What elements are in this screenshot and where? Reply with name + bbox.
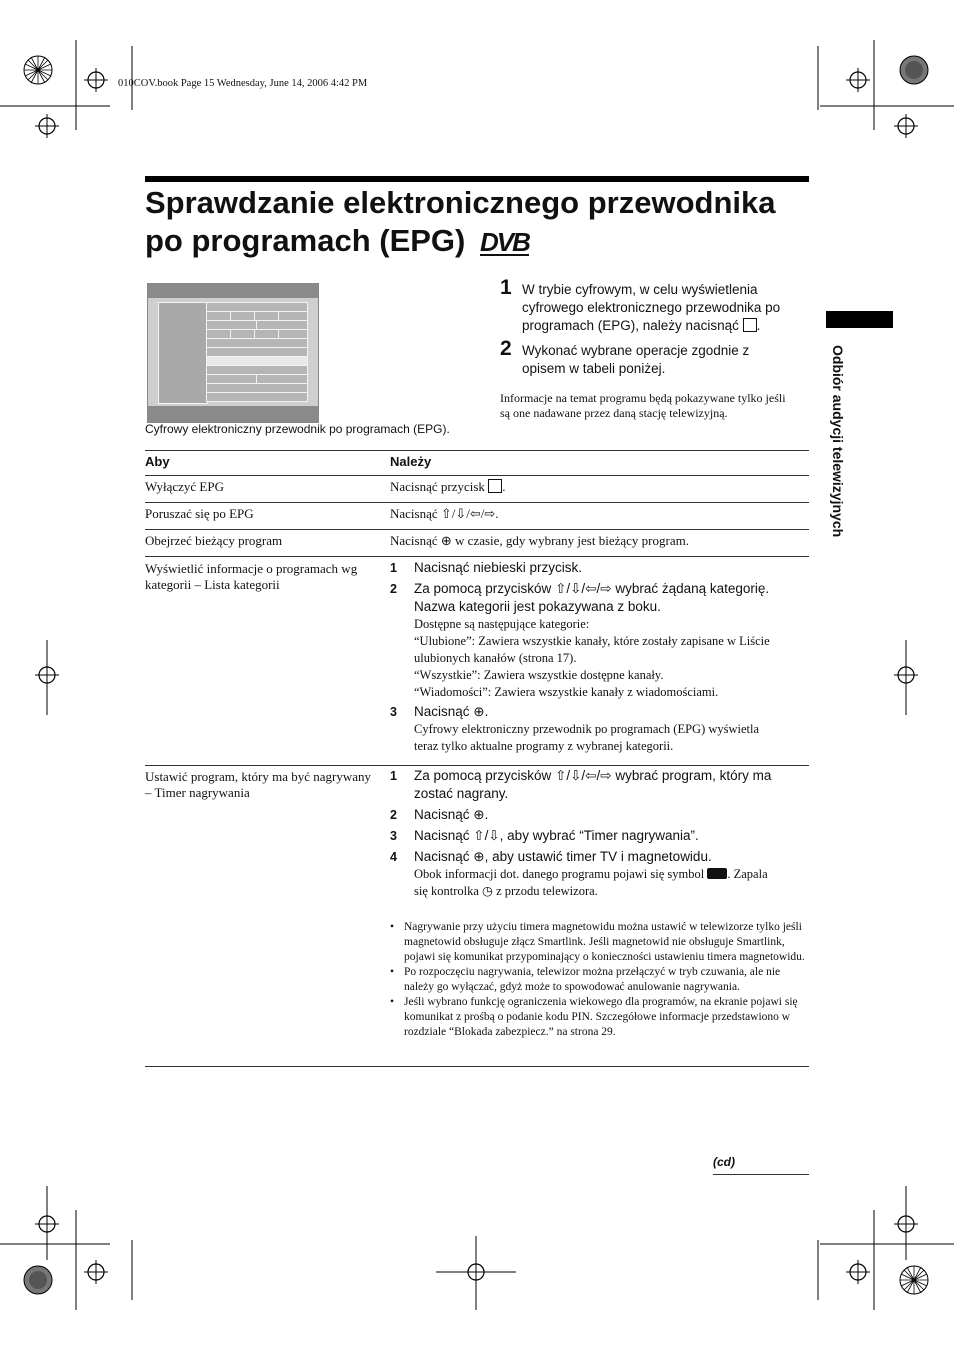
table-cell bbox=[390, 533, 689, 549]
table-cell: Obejrzeć bieżący program bbox=[145, 533, 283, 548]
note-item: • Nagrywanie przy użyciu timera magnetowidu można ustawić w telewizorze tylko jeśli magnetowid obsługuje złącz Smartlink. Jeśli magnetowid nie obsługuje Smartlink, pojawi się komunikat przypominający o konieczności ustawieniu timera magnetowidu. bbox=[390, 920, 808, 965]
step-text bbox=[522, 342, 812, 378]
epg-caption: Cyfrowy elektroniczny przewodnik po programach (EPG). bbox=[145, 422, 450, 436]
substep-text: wybrać program, który ma bbox=[615, 768, 772, 783]
substep-text: Nacisnąć bbox=[414, 828, 470, 843]
table-cell-steps: 1 Za pomocą przycisków ⇧/⇩/⇦/⇨ wybrać program, który ma zostać nagrany. 2 Nacisnąć ⊕. 3 Nacisnąć ⇧/⇩, aby wybrać “Timer nagrywania”. 4 Nacisnąć ⊕, aby ustawić timer TV i magnetowidu. Obok informacji dot. danego programu pojawi się symbol . Zapala się kontrolka ◷ z przodu telewizora. bbox=[390, 767, 810, 900]
substep-text: Nacisnąć bbox=[414, 849, 470, 864]
step-line-text: programach (EPG), należy nacisnąć bbox=[522, 318, 739, 333]
substep-desc: Cyfrowy elektroniczny przewodnik po programach (EPG) wyświetla bbox=[414, 722, 760, 736]
note-item: • Po rozpoczęciu nagrywania, telewizor można przełączyć w tryb czuwania, ale nie należy go wyłączać, gdyż może to spowodować anulowanie nagrywania. bbox=[390, 965, 808, 995]
substep-desc: się kontrolka bbox=[414, 884, 479, 898]
category-line: “Wiadomości”: Zawiera wszystkie kanały z wiadomościami. bbox=[414, 685, 719, 699]
table-cell: Nacisnąć ⇧/⇩/⇦/⇨. bbox=[390, 506, 499, 521]
cell-text: Nacisnąć bbox=[390, 533, 438, 548]
side-tab bbox=[828, 345, 848, 585]
table-cell: Nacisnąć przycisk . bbox=[390, 479, 506, 494]
continued-rule bbox=[713, 1174, 809, 1175]
substep-desc: Obok informacji dot. danego programu pojawi się symbol bbox=[414, 867, 705, 881]
substep-text: Nacisnąć bbox=[414, 704, 470, 719]
notes-list bbox=[390, 920, 808, 1040]
substep-desc: teraz tylko aktualne programy z wybranej kategorii. bbox=[414, 739, 674, 753]
side-tab-label: Odbiór audycji telewizyjnych bbox=[830, 345, 846, 538]
continued-label: (cd) bbox=[713, 1155, 735, 1169]
step-line: cyfrowego elektronicznego przewodnika po bbox=[522, 300, 781, 315]
table-cell: Poruszać się po EPG bbox=[145, 506, 254, 521]
table-header-aby: Aby bbox=[145, 454, 170, 469]
print-header-note: 010COV.book Page 15 Wednesday, June 14, 2006 4:42 PM bbox=[118, 78, 368, 89]
step-line: opisem w tabeli poniżej. bbox=[522, 361, 666, 376]
cell-line: Ustawić program, który ma być nagrywany bbox=[145, 769, 371, 784]
substep-text: Nazwa kategorii jest pokazywana z boku. bbox=[414, 599, 661, 614]
substep-desc: z przodu telewizora. bbox=[496, 884, 598, 898]
substep-text: Nacisnąć niebieski przycisk. bbox=[414, 560, 583, 575]
table-rule bbox=[145, 765, 809, 766]
table-rule bbox=[145, 475, 809, 476]
ok-button-icon: ⊕ bbox=[473, 807, 485, 822]
category-line: ulubionych kanałów (strona 17). bbox=[414, 651, 577, 665]
info-note bbox=[500, 391, 810, 421]
ok-button-icon: ⊕ bbox=[473, 849, 485, 864]
title-rule bbox=[145, 176, 809, 182]
step-text bbox=[522, 281, 812, 335]
category-line: Dostępne są następujące kategorie: bbox=[414, 617, 590, 631]
cell-text: w czasie, gdy wybrany jest bieżący program. bbox=[455, 533, 689, 548]
cell-line: kategorii – Lista kategorii bbox=[145, 577, 280, 592]
arrow-keys-icon: ⇧/⇩/⇦/⇨ bbox=[555, 581, 612, 596]
guide-button-icon bbox=[743, 318, 757, 332]
table-cell: Wyłączyć EPG bbox=[145, 479, 224, 494]
cell-line: – Timer nagrywania bbox=[145, 785, 250, 800]
guide-button-icon bbox=[488, 479, 502, 493]
arrow-keys-icon: ⇧/⇩/⇦/⇨ bbox=[440, 506, 496, 521]
note-item: • Jeśli wybrano funkcję ograniczenia wiekowego dla programów, na ekranie pojawi się komunikat z prośbą o podanie kodu PIN. Szczegółowe informacje przedstawiono w rozdziale “Blokada zabezpiecz.” na strona 29. bbox=[390, 995, 808, 1040]
info-line: są one nadawane przez daną stację telewizyjną. bbox=[500, 406, 728, 420]
timer-indicator-icon: ◷ bbox=[482, 884, 493, 898]
table-cell bbox=[145, 769, 385, 801]
step-number: 2 bbox=[500, 337, 512, 360]
table-cell-steps: 1 Nacisnąć niebieski przycisk. 2 Za pomocą przycisków ⇧/⇩/⇦/⇨ wybrać żądaną kategorię. Nazwa kategorii jest pokazywana z boku. Dostępne są następujące kategorie: “Ulubione”: Zawiera wszystkie kanały, które zostały zapisane w Liście ulubionych kanałów (strona 17). “Wszystkie”: Zawiera wszystkie dostępne kanały. “Wiadomości”: Zawiera wszystkie kanały z wiadomościami. 3 Nacisnąć ⊕. Cyfrowy elektroniczny przewodnik po programach (EPG) wyświetla teraz tylko aktualne programy z wybranej kategorii. bbox=[390, 559, 810, 755]
table-cell bbox=[145, 561, 385, 593]
table-rule bbox=[145, 1066, 809, 1067]
substep-text: Za pomocą przycisków bbox=[414, 768, 552, 783]
cell-text: Nacisnąć bbox=[390, 506, 438, 521]
step-line: W trybie cyfrowym, w celu wyświetlenia bbox=[522, 282, 758, 297]
cell-line: Wyświetlić informacje o programach wg bbox=[145, 561, 358, 576]
step-line: programach (EPG), należy nacisnąć . bbox=[522, 318, 761, 333]
ok-button-icon: ⊕ bbox=[473, 704, 485, 719]
substep-text: zostać nagrany. bbox=[414, 786, 509, 801]
category-line: “Ulubione”: Zawiera wszystkie kanały, które zostały zapisane w Liście bbox=[414, 634, 770, 648]
up-down-keys-icon: ⇧/⇩ bbox=[473, 828, 500, 843]
cell-text: Nacisnąć przycisk bbox=[390, 479, 485, 494]
substep-text: , aby ustawić timer TV i magnetowidu. bbox=[484, 849, 712, 864]
info-line: Informacje na temat programu będą pokazywane tylko jeśli bbox=[500, 391, 786, 405]
substep-text: Nacisnąć bbox=[414, 807, 470, 822]
step-number: 1 bbox=[500, 276, 512, 299]
table-rule bbox=[145, 450, 809, 451]
table-rule bbox=[145, 556, 809, 557]
substep-text: wybrać żądaną kategorię. bbox=[615, 581, 770, 596]
substep-text: , aby wybrać “Timer nagrywania”. bbox=[499, 828, 699, 843]
table-rule bbox=[145, 502, 809, 503]
page-title-line2: po programach (EPG) bbox=[145, 223, 466, 258]
ok-button-icon: ⊕ bbox=[440, 533, 452, 548]
table-header-nalezy: Należy bbox=[390, 454, 432, 469]
substep-desc: . Zapala bbox=[727, 867, 768, 881]
table-rule bbox=[145, 529, 809, 530]
epg-screenshot-image bbox=[147, 283, 319, 423]
side-tab-marker bbox=[826, 311, 893, 328]
page-title-line1: Sprawdzanie elektronicznego przewodnika bbox=[145, 185, 776, 220]
vcr-symbol-icon bbox=[707, 868, 727, 879]
category-line: “Wszystkie”: Zawiera wszystkie dostępne kanały. bbox=[414, 668, 664, 682]
step-line: Wykonać wybrane operacje zgodnie z bbox=[522, 343, 750, 358]
substep-text: Za pomocą przycisków bbox=[414, 581, 552, 596]
page-title bbox=[145, 184, 809, 260]
arrow-keys-icon: ⇧/⇩/⇦/⇨ bbox=[555, 768, 612, 783]
dvb-logo-icon: DVB bbox=[480, 227, 529, 257]
